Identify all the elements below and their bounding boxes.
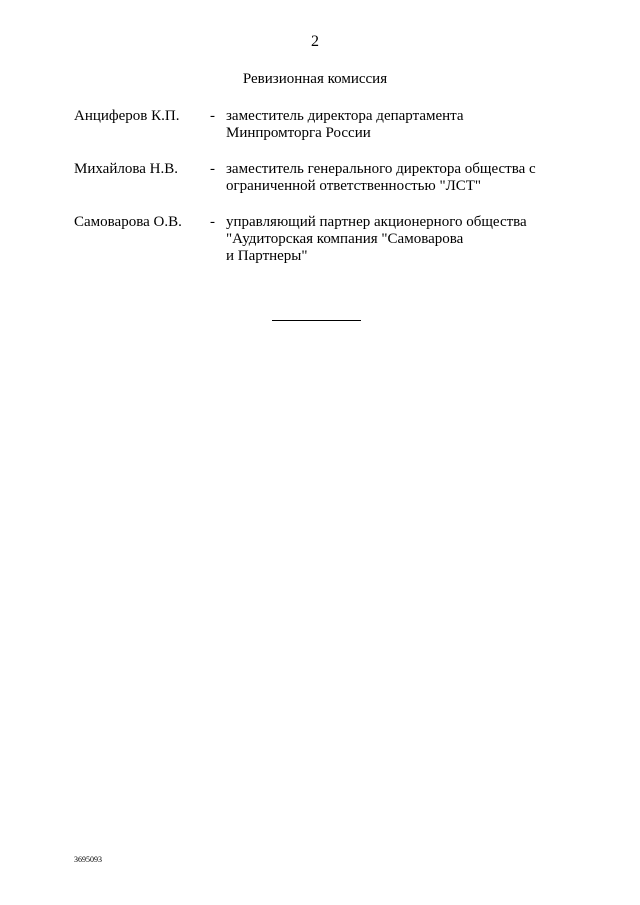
page-number: 2 bbox=[311, 33, 319, 50]
member-list bbox=[74, 108, 554, 284]
member-position-line: управляющий партнер акционерного общества bbox=[226, 214, 527, 230]
member-row bbox=[74, 108, 554, 142]
member-position bbox=[226, 108, 554, 142]
member-dash: - bbox=[210, 108, 215, 124]
member-dash: - bbox=[210, 214, 215, 230]
section-heading: Ревизионная комиссия bbox=[242, 71, 388, 87]
member-position bbox=[226, 161, 554, 195]
member-row bbox=[74, 214, 554, 265]
member-name: Анциферов К.П. bbox=[74, 108, 180, 124]
member-position-line: "Аудиторская компания "Самоварова bbox=[226, 231, 464, 247]
closing-rule bbox=[272, 320, 361, 321]
member-position-line: Минпромторга России bbox=[226, 125, 371, 141]
member-dash: - bbox=[210, 161, 215, 177]
member-name: Самоварова О.В. bbox=[74, 214, 182, 230]
member-position-line: и Партнеры" bbox=[226, 248, 308, 264]
member-name: Михайлова Н.В. bbox=[74, 161, 178, 177]
member-row bbox=[74, 161, 554, 195]
member-position-line: заместитель директора департамента bbox=[226, 108, 464, 124]
member-position-line: заместитель генерального директора общества с bbox=[226, 161, 536, 177]
document-code: 3695093 bbox=[74, 855, 102, 864]
member-position-line: ограниченной ответственностью "ЛСТ" bbox=[226, 178, 482, 194]
member-position bbox=[226, 214, 554, 265]
